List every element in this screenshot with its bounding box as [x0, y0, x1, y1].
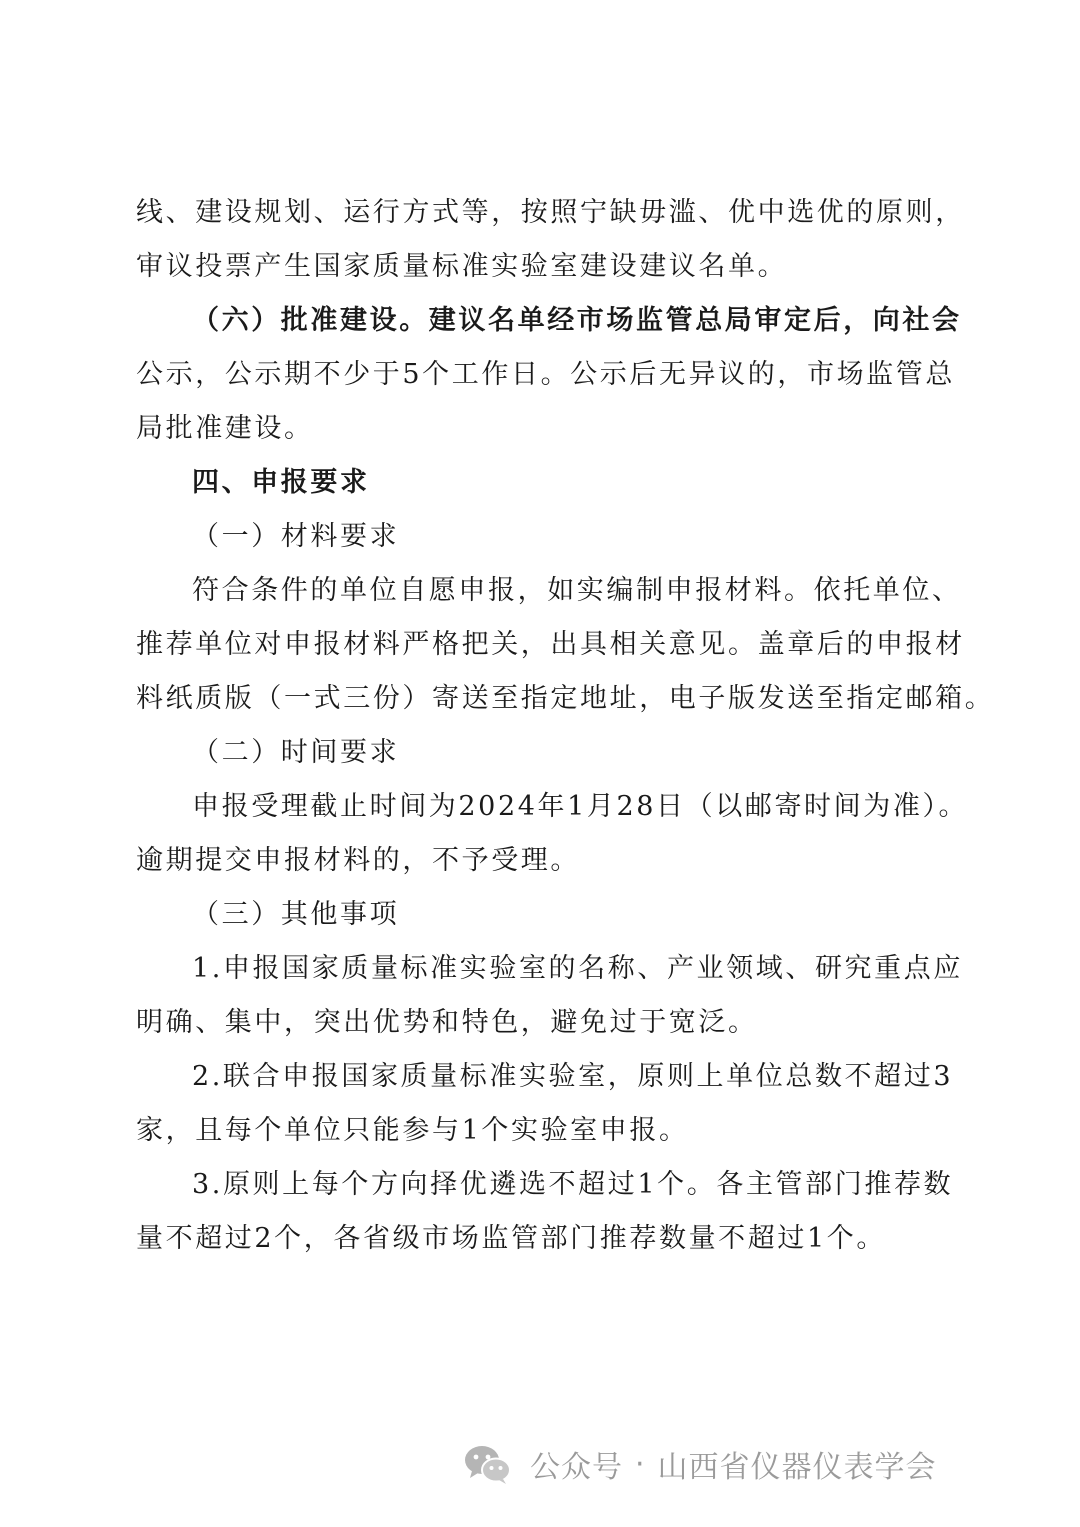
paragraph-line: 2.联合申报国家质量标准实验室，原则上单位总数不超过3	[192, 1061, 954, 1092]
paragraph-line: 线、建设规划、运行方式等，按照宁缺毋滥、优中选优的原则，	[136, 197, 965, 228]
paragraph-line: 量不超过2个，各省级市场监管部门推荐数量不超过1个。	[136, 1223, 886, 1254]
paragraph-line: 符合条件的单位自愿申报，如实编制申报材料。依托单位、	[192, 575, 962, 606]
paragraph-line: 审议投票产生国家质量标准实验室建设建议名单。	[136, 251, 788, 282]
watermark-account-name: 山西省仪器仪表学会	[657, 1450, 937, 1485]
section-heading: 四、申报要求	[192, 467, 370, 498]
paragraph-line: 明确、集中，突出优势和特色，避免过于宽泛。	[136, 1007, 758, 1038]
wechat-icon	[462, 1442, 514, 1486]
watermark-separator: ·	[635, 1446, 646, 1482]
paragraph-line: 家，且每个单位只能参与1个实验室申报。	[136, 1115, 689, 1146]
paragraph-line: （六）批准建设。建议名单经市场监管总局审定后，向社会	[192, 305, 962, 336]
paragraph-line: 公示，公示期不少于5个工作日。公示后无异议的，市场监管总	[136, 359, 955, 390]
paragraph-line: 料纸质版（一式三份）寄送至指定地址，电子版发送至指定邮箱。	[136, 683, 995, 714]
paragraph-line: 1.申报国家质量标准实验室的名称、产业领域、研究重点应	[192, 953, 963, 984]
paragraph-line: 推荐单位对申报材料严格把关，出具相关意见。盖章后的申报材	[136, 629, 965, 660]
watermark-label: 公众号	[530, 1450, 623, 1485]
subsection-heading: （二）时间要求	[192, 737, 400, 768]
subsection-heading: （三）其他事项	[192, 899, 400, 930]
paragraph-line: 申报受理截止时间为2024年1月28日（以邮寄时间为准）。	[192, 791, 969, 822]
paragraph-line: 局批准建设。	[136, 413, 314, 444]
paragraph-line: 逾期提交申报材料的，不予受理。	[136, 845, 580, 876]
paragraph-line: 3.原则上每个方向择优遴选不超过1个。各主管部门推荐数	[192, 1169, 954, 1200]
wechat-watermark	[462, 1442, 937, 1486]
document-body	[136, 186, 995, 1266]
subsection-heading: （一）材料要求	[192, 521, 400, 552]
